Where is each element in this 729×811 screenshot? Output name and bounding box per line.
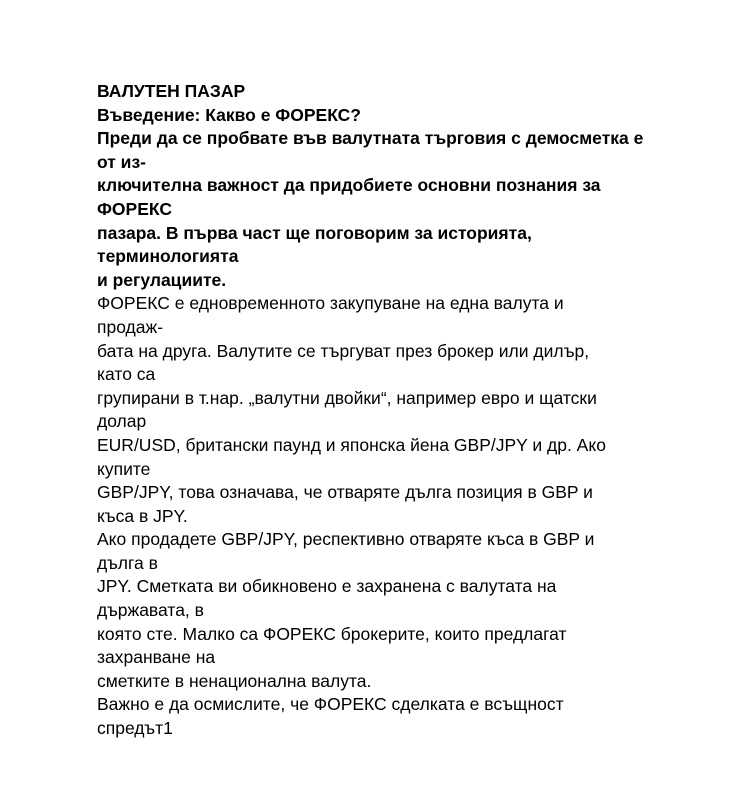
body-line-12: дълга в: [97, 552, 158, 573]
body-line-5: групирани в т.нар. „валутни двойки“, например евро и щатски: [97, 387, 597, 408]
body-line-7: EUR/USD, британски паунд и японска йена GBP/JPY и др. Ако: [97, 434, 606, 455]
body-line-8: купите: [97, 458, 151, 479]
body-line-6: долар: [97, 411, 147, 432]
body-line-3: бата на друга. Валутите се търгуват през брокер или дилър,: [97, 340, 590, 361]
body-line-15: която сте. Малко са ФОРЕКС брокерите, които предлагат: [97, 623, 567, 644]
body-line-4: като са: [97, 364, 156, 385]
body-line-16: захранване на: [97, 647, 216, 668]
body-line-9: GBP/JPY, това означава, че отваряте дълга позиция в GBP и: [97, 482, 593, 503]
body-line-10: къса в JPY.: [97, 505, 188, 526]
body-line-11: Ако продадете GBP/JPY, респективно отваряте къса в GBP и: [97, 529, 595, 550]
intro-line-2: от из-: [97, 151, 146, 172]
intro-line-1: Преди да се пробвате във валутната търговия с демосметка е: [97, 128, 644, 149]
body-line-19: спредът1: [97, 718, 173, 739]
intro-line-3: ключителна важност да придобиете основни познания за: [97, 175, 601, 196]
intro-line-6: терминологията: [97, 246, 239, 267]
intro-heading: Въведение: Какво е ФОРЕКС?: [97, 104, 361, 125]
body-line-18: Важно е да осмислите, че ФОРЕКС сделката е всъщност: [97, 694, 564, 715]
intro-line-4: ФОРЕКС: [97, 198, 172, 219]
body-line-17: сметките в ненационална валута.: [97, 670, 372, 691]
intro-line-7: и регулациите.: [97, 269, 227, 290]
document-title: ВАЛУТЕН ПАЗАР: [97, 81, 246, 101]
body-line-13: JPY. Сметката ви обикновено е захранена с валутата на: [97, 576, 557, 597]
body-line-1: ФОРЕКС е едновременното закупуване на една валута и: [97, 293, 564, 314]
document-page: [97, 80, 657, 741]
body-line-2: продаж-: [97, 316, 164, 337]
body-line-14: държавата, в: [97, 600, 204, 621]
intro-line-5: пазара. В първа част ще поговорим за историята,: [97, 222, 532, 243]
